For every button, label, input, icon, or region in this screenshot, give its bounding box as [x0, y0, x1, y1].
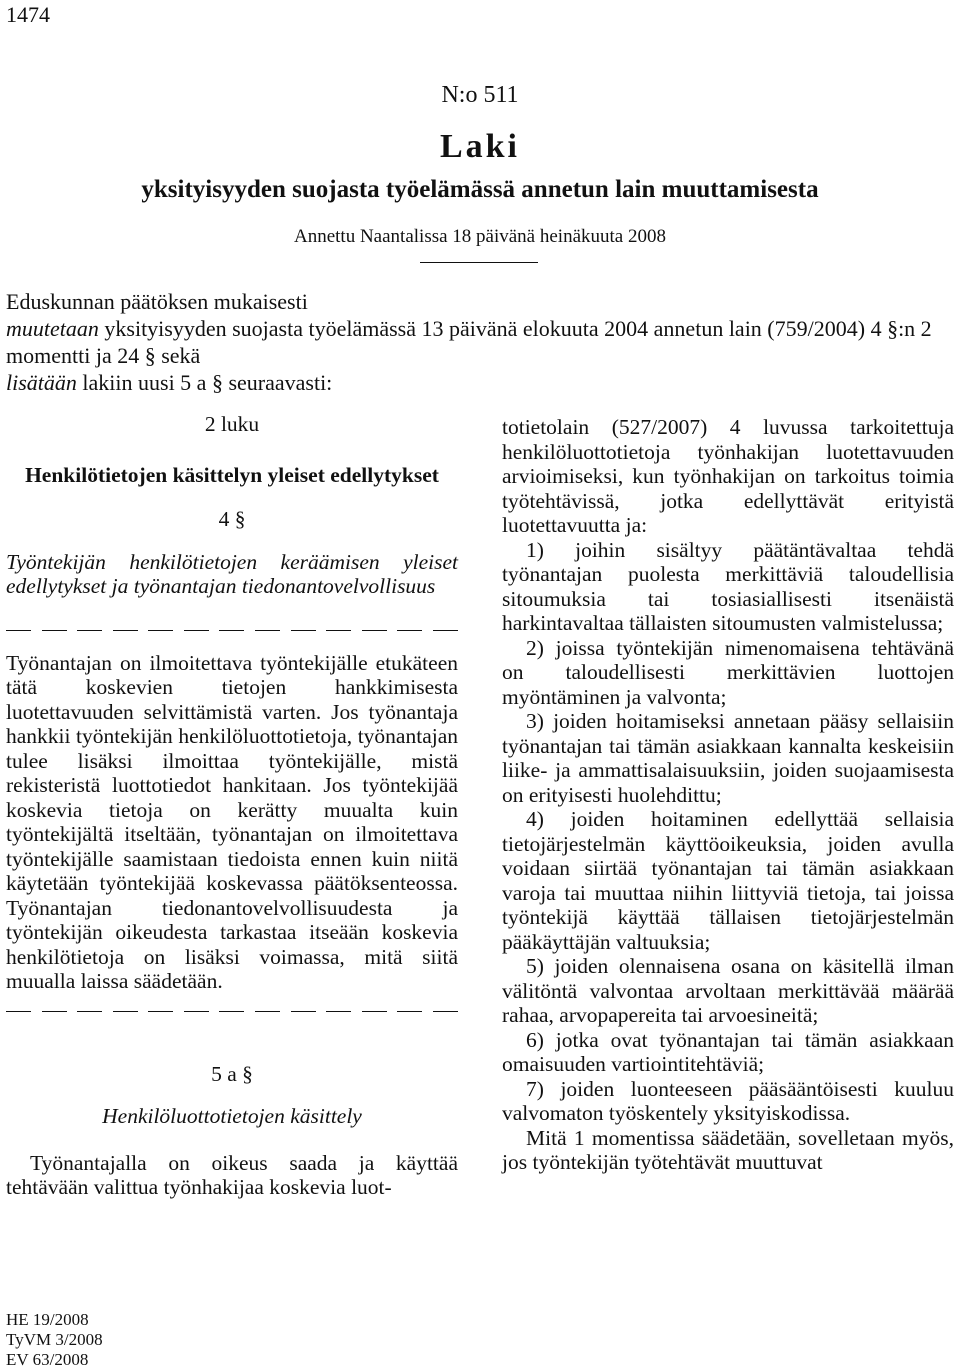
statute-number: N:o 511: [441, 82, 519, 108]
chapter-number: 2 luku: [204, 412, 260, 436]
intro-amend: [6, 315, 958, 369]
intro-add: [6, 369, 958, 396]
list-item-2: 2) joissa työntekijän nimenomaisena tehtävänä on taloudellisesti merkittävien luottojen myöntäminen ja valvonta;: [502, 635, 954, 709]
section-5a-text-continue: totietolain (527/2007) 4 luvussa tarkoitettuja henkilöluottotietoja työnhakijan luotettavuuden arvioimiseksi, kun työnhakijan on tarkoitus toimia työtehtävissä, jotka edellyttävät erityistä luotettavuutta ja:: [502, 415, 954, 537]
reference-he: HE 19/2008: [6, 1310, 89, 1329]
list-item-1: 1) joihin sisältyy päätäntävaltaa tehdä työnantajan puolesta merkittäviä taloudellisia sitoumuksia tai tosiasiallisesti itsenäistä harkintavaltaa tällaisten sitoumusten valmistelussa;: [502, 537, 954, 635]
reference-ev: EV 63/2008: [6, 1350, 89, 1369]
intro-line1: Eduskunnan päätöksen mukaisesti: [6, 289, 308, 314]
given-date: Annettu Naantalissa 18 päivänä heinäkuuta 2008: [294, 226, 666, 247]
section-4-number: 4 §: [218, 507, 246, 531]
law-subject: yksityisyyden suojasta työelämässä annetun lain muuttamisesta: [141, 176, 819, 203]
list-item-7: 7) joiden luonteeseen pääsääntöisesti kuuluu valvomaton työskentely yksityiskodissa.: [502, 1076, 954, 1125]
add-verb: lisätään: [6, 370, 77, 395]
amend-text: yksityisyyden suojasta työelämässä 13 päivänä elokuuta 2004 annetun lain (759/2004) 4 §:n 2 momentti ja 24 § sekä: [6, 316, 932, 368]
list-item-3: 3) joiden hoitamiseksi annetaan pääsy sellaisiin työnantajan tai tämän asiakkaan kannalta keskeisiin liike- ja ammattisalaisuuksiin, joiden suojaamisesta on erityisesti huolehdittu;: [502, 709, 954, 807]
section-4-text: Työnantajan on ilmoitettava työntekijälle etukäteen tätä koskevien tietojen hankkimisesta luotettavuuden selvittämistä varten. Jos työnantaja hankkii työntekijän henkilöluottotietoja, työnantajan tulee lisäksi ilmoittaa työntekijälle, mistä rekisteristä luottotiedot hankitaan. Jos työntekijää koskevia tietoja on kerätty muualta kuin työntekijältä itseltään, työnantajan on ilmoitettava työntekijälle saamistaan tiedoista ennen kuin niitä käytetään työntekijää koskevassa päätöksenteossa. Työnantajan tiedonantovelvollisuudesta ja työntekijän oikeudesta tarkastaa itseään koskevia henkilötietoja on lisäksi voimassa, mitä siitä muualla laissa säädetään.: [6, 650, 458, 993]
section-5a-text-start: Työnantajalla on oikeus saada ja käyttää tehtävään valittua työnhakijaa koskevia luot-: [6, 1150, 458, 1199]
list-item-5: 5) joiden olennaisena osana on käsitellä ilman välitöntä valvontaa arvoltaan merkittävää määrää rahaa, arvopapereita tai arvoesineitä;: [502, 954, 954, 1027]
omitted-text-marker: [6, 621, 458, 641]
list-item-6: 6) jotka ovat työnantajan tai tämän asiakkaan omaisuuden vartiointitehtäviä;: [502, 1027, 954, 1076]
left-column: [6, 412, 458, 1200]
page-number: 1474: [6, 2, 50, 27]
section-5a-last-paragraph: Mitä 1 momentissa säädetään, sovelletaan myös, jos työntekijän työtehtävät muuttuvat: [502, 1125, 954, 1174]
section-5a-title: Henkilöluottotietojen käsittely: [102, 1104, 362, 1128]
legislative-references: [6, 1310, 103, 1370]
add-text: lakiin uusi 5 a § seuraavasti:: [76, 370, 333, 395]
chapter-title: Henkilötietojen käsittelyn yleiset edellytykset: [25, 462, 439, 487]
section-5a-number: 5 a §: [211, 1061, 253, 1086]
reference-tyvm: TyVM 3/2008: [6, 1330, 103, 1349]
omitted-text-marker: [6, 1002, 458, 1022]
title-rule: [420, 262, 538, 263]
right-column: [502, 415, 954, 1175]
section-4-title: Työntekijän henkilötietojen keräämisen yleiset edellytykset ja työnantajan tiedonantovelvollisuus: [6, 549, 458, 598]
intro-paragraph: [6, 288, 958, 396]
document-type: Laki: [439, 128, 521, 165]
amend-verb: muutetaan: [6, 316, 99, 341]
list-item-4: 4) joiden hoitaminen edellyttää sellaisia tietojärjestelmän käyttöoikeuksia, joiden avulla voidaan siirtää työnantajan tai tämän asiakkaan varoja tai muuttaa niihin liittyviä tietoja, tai joissa työntekijä käyttää tällaisen tietojärjestelmän pääkäyttäjän valtuuksia;: [502, 807, 954, 954]
